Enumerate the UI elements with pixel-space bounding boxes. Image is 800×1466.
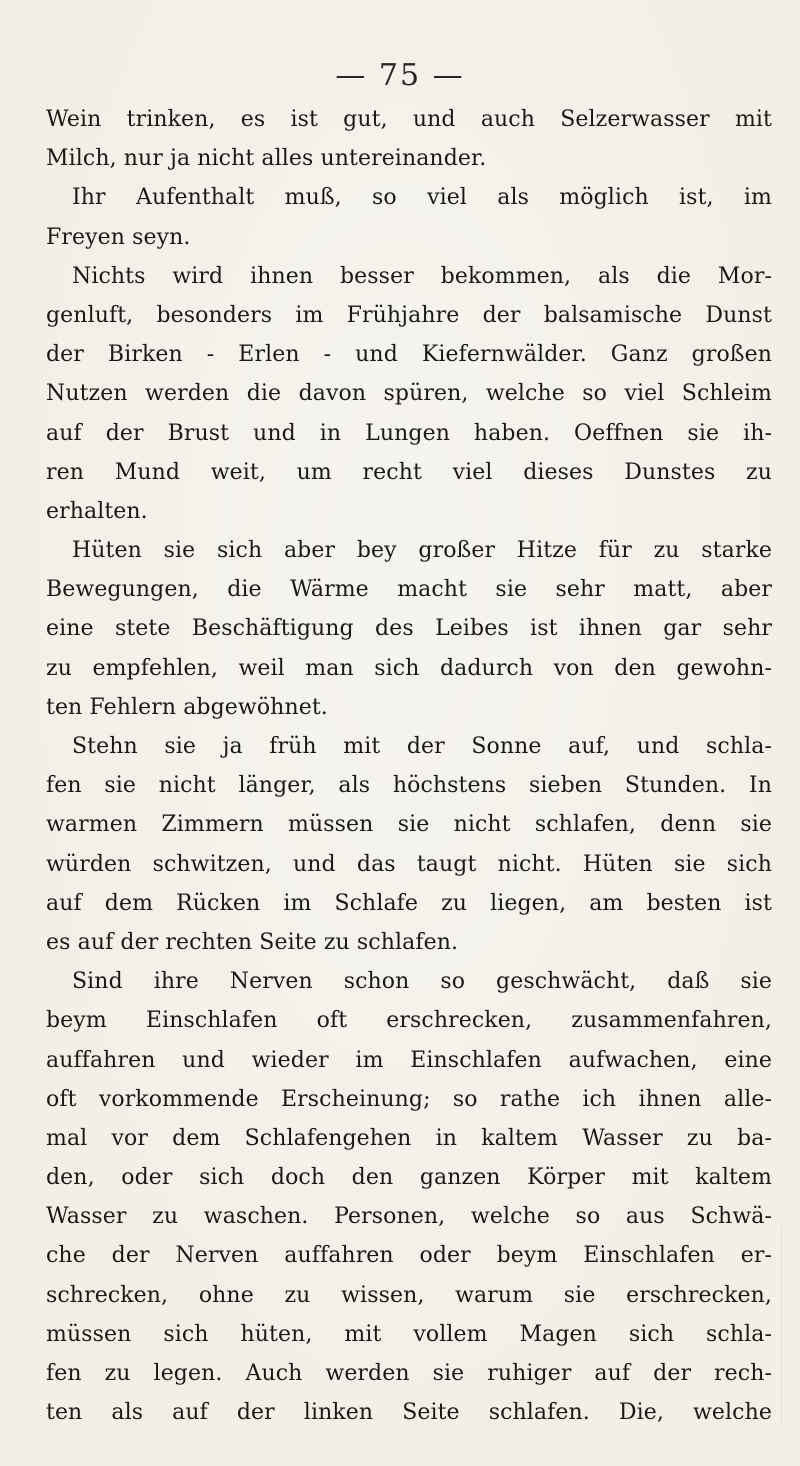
text-line: erhalten. [46,498,148,524]
text-line: auf der Brust und in Lungen haben. Oeffnen sie ih- [46,420,772,446]
text-line: den, oder sich doch den ganzen Körper mit kaltem [46,1165,772,1191]
page-edge-shadow [721,1226,782,1426]
text-line: es auf der rechten Seite zu schlafen. [46,929,459,955]
text-line: eine stete Beschäftigung des Leibes ist ihnen gar sehr [46,616,772,642]
text-line: Freyen seyn. [46,224,191,250]
text-line: schrecken, ohne zu wissen, warum sie erschrecken, [46,1282,772,1308]
text-line: auffahren und wieder im Einschlafen aufwachen, eine [46,1047,772,1073]
text-line: Nutzen werden die davon spüren, welche so viel Schleim [46,381,772,407]
text-line: auf dem Rücken im Schlafe zu liegen, am besten ist [46,890,772,916]
text-line: oft vorkommende Erscheinung; so rathe ich ihnen alle- [46,1086,772,1112]
text-line: zu empfehlen, weil man sich dadurch von den gewohn- [46,655,772,681]
text-line: Nichts wird ihnen besser bekommen, als die Mor- [72,263,772,289]
text-line: mal vor dem Schlafengehen in kaltem Wasser zu ba- [46,1125,772,1151]
text-line: warmen Zimmern müssen sie nicht schlafen, denn sie [46,812,772,838]
text-line: müssen sich hüten, mit vollem Magen sich schla- [46,1321,772,1347]
text-line: Ihr Aufenthalt muß, so viel als möglich ist, im [72,185,772,211]
text-line: ren Mund weit, um recht viel dieses Dunstes zu [46,459,772,485]
text-line: genluft, besonders im Frühjahre der balsamische Dunst [46,302,772,328]
text-line: Hüten sie sich aber bey großer Hitze für zu starke [72,538,772,564]
text-line: Wasser zu waschen. Personen, welche so aus Schwä- [46,1204,772,1230]
body-text [46,100,772,1432]
text-line: fen sie nicht länger, als höchstens sieben Stunden. In [46,773,772,799]
page-number: — 75 — [335,58,465,93]
text-line: Stehn sie ja früh mit der Sonne auf, und schla- [72,734,772,759]
text-line: Sind ihre Nerven schon so geschwächt, daß sie [72,969,772,995]
text-line: Wein trinken, es ist gut, und auch Selzerwasser mit [46,107,772,132]
text-line: Bewegungen, die Wärme macht sie sehr matt, aber [46,577,772,603]
text-line: beym Einschlafen oft erschrecken, zusammenfahren, [46,1008,772,1034]
text-line: der Birken - Erlen - und Kiefernwälder. Ganz großen [46,342,772,368]
text-line: ten als auf der linken Seite schlafen. Die, welche [46,1400,772,1426]
text-line: Milch, nur ja nicht alles untereinander. [46,146,487,172]
text-line: würden schwitzen, und das taugt nicht. Hüten sie sich [46,851,772,877]
text-line: fen zu legen. Auch werden sie ruhiger auf der rech- [46,1361,772,1386]
text-line: che der Nerven auffahren oder beym Einschlafen er- [46,1243,772,1269]
text-line: ten Fehlern abgewöhnet. [46,694,328,720]
